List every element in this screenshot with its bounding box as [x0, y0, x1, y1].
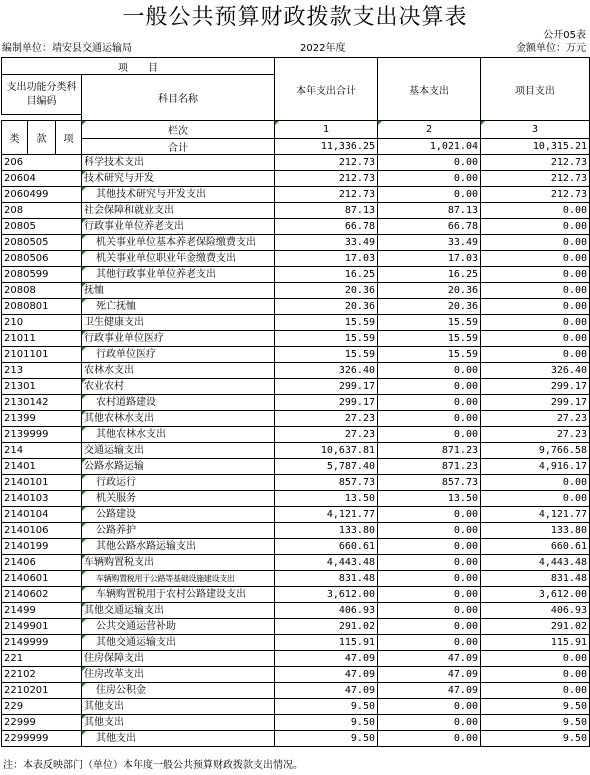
row-total: 47.09: [275, 683, 378, 699]
row-basic: 0.00: [378, 699, 481, 715]
row-name: 其他支出: [82, 731, 275, 747]
row-basic: 47.09: [378, 683, 481, 699]
row-project: 212.73: [481, 171, 590, 187]
row-project: 27.23: [481, 411, 590, 427]
row-code: 229: [2, 699, 82, 715]
row-name: 行政单位医疗: [82, 347, 275, 363]
row-basic: 0.00: [378, 155, 481, 171]
row-total: 299.17: [275, 395, 378, 411]
table-row: [2, 683, 590, 699]
row-project: 9.50: [481, 715, 590, 731]
row-total: 831.48: [275, 571, 378, 587]
row-basic: 0.00: [378, 187, 481, 203]
row-total: 47.09: [275, 651, 378, 667]
row-total: 9.50: [275, 699, 378, 715]
row-code: 2140199: [2, 539, 82, 555]
row-project: 212.73: [481, 187, 590, 203]
table-row: [2, 539, 590, 555]
row-project: 27.23: [481, 427, 590, 443]
row-total: 33.49: [275, 235, 378, 251]
row-name: 机关事业单位职业年金缴费支出: [82, 251, 275, 267]
row-code: 2101101: [2, 347, 82, 363]
table-row: [2, 507, 590, 523]
row-code: 2080801: [2, 299, 82, 315]
row-basic: 0.00: [378, 571, 481, 587]
row-name: 行政事业单位医疗: [82, 331, 275, 347]
row-total: 857.73: [275, 475, 378, 491]
header-subject-name: 科目名称: [82, 75, 275, 121]
table-row: [2, 699, 590, 715]
row-name: 机关服务: [82, 491, 275, 507]
row-total: 133.80: [275, 523, 378, 539]
row-total: 4,121.77: [275, 507, 378, 523]
row-name: 车辆购置税支出: [82, 555, 275, 571]
fiscal-year: 2022年度: [300, 43, 346, 54]
header-col2: 2: [378, 121, 481, 139]
row-name: 其他技术研究与开发支出: [82, 187, 275, 203]
row-total: 4,443.48: [275, 555, 378, 571]
table-row: [2, 443, 590, 459]
row-name: 其他公路水路运输支出: [82, 539, 275, 555]
row-total: 660.61: [275, 539, 378, 555]
row-name: 公共交通运营补助: [82, 619, 275, 635]
row-code: 2140601: [2, 571, 82, 587]
row-basic: 20.36: [378, 283, 481, 299]
row-total: 15.59: [275, 331, 378, 347]
row-basic: 66.78: [378, 219, 481, 235]
row-project: 9.50: [481, 699, 590, 715]
row-name: 行政运行: [82, 475, 275, 491]
table-row: [2, 731, 590, 747]
table-row: [2, 203, 590, 219]
row-total: 5,787.40: [275, 459, 378, 475]
row-code: 21011: [2, 331, 82, 347]
row-name: 住房改革支出: [82, 667, 275, 683]
meta-bar: [0, 42, 590, 56]
table-row: [2, 347, 590, 363]
table-row: [2, 715, 590, 731]
row-project: 0.00: [481, 283, 590, 299]
row-project: 4,916.17: [481, 459, 590, 475]
row-code: 2140103: [2, 491, 82, 507]
row-project: 4,443.48: [481, 555, 590, 571]
row-basic: 16.25: [378, 267, 481, 283]
row-basic: 15.59: [378, 315, 481, 331]
row-name: 机关事业单位基本养老保险缴费支出: [82, 235, 275, 251]
row-project: 9.50: [481, 731, 590, 747]
header-col3: 3: [481, 121, 590, 139]
row-total: 299.17: [275, 379, 378, 395]
heji-basic: 1,021.04: [378, 139, 481, 155]
row-code: 2140602: [2, 587, 82, 603]
row-total: 212.73: [275, 187, 378, 203]
row-name: 其他交通运输支出: [82, 603, 275, 619]
row-basic: 20.36: [378, 299, 481, 315]
row-project: 326.40: [481, 363, 590, 379]
row-basic: 0.00: [378, 619, 481, 635]
table-row: [2, 155, 590, 171]
row-total: 27.23: [275, 427, 378, 443]
row-code: 2080599: [2, 267, 82, 283]
row-project: 660.61: [481, 539, 590, 555]
row-name: 车辆购置税用于农村公路建设支出: [82, 587, 275, 603]
row-code: 21401: [2, 459, 82, 475]
row-total: 3,612.00: [275, 587, 378, 603]
row-code: 2140104: [2, 507, 82, 523]
row-basic: 47.09: [378, 667, 481, 683]
row-basic: 0.00: [378, 731, 481, 747]
row-project: 0.00: [481, 331, 590, 347]
heji-total: 11,336.25: [275, 139, 378, 155]
row-total: 15.59: [275, 347, 378, 363]
page-title: 一般公共预算财政拨款支出决算表: [122, 5, 468, 30]
row-total: 9.50: [275, 715, 378, 731]
row-code: 2080505: [2, 235, 82, 251]
table-row: [2, 363, 590, 379]
row-name: 公路养护: [82, 523, 275, 539]
row-total: 27.23: [275, 411, 378, 427]
row-code: 214: [2, 443, 82, 459]
row-project: 0.00: [481, 299, 590, 315]
row-name: 农村道路建设: [82, 395, 275, 411]
row-project: 0.00: [481, 683, 590, 699]
row-code: 2060499: [2, 187, 82, 203]
row-total: 326.40: [275, 363, 378, 379]
header-lanci: 栏次: [82, 121, 275, 139]
row-total: 66.78: [275, 219, 378, 235]
row-total: 20.36: [275, 283, 378, 299]
row-name: 农林水支出: [82, 363, 275, 379]
row-project: 115.91: [481, 635, 590, 651]
row-project: 291.02: [481, 619, 590, 635]
row-total: 212.73: [275, 155, 378, 171]
table-row: [2, 667, 590, 683]
row-project: 0.00: [481, 491, 590, 507]
row-total: 87.13: [275, 203, 378, 219]
table-row: [2, 651, 590, 667]
row-name: 技术研究与开发: [82, 171, 275, 187]
row-project: 212.73: [481, 155, 590, 171]
row-name: 农业农村: [82, 379, 275, 395]
form-number: 公开05表: [543, 30, 586, 41]
row-name: 车辆购置税用于公路等基础设施建设支出: [82, 571, 275, 587]
row-basic: 17.03: [378, 251, 481, 267]
table-row: [2, 603, 590, 619]
row-project: 299.17: [481, 379, 590, 395]
row-code: 22999: [2, 715, 82, 731]
header-col-basic: 基本支出: [378, 58, 481, 121]
row-basic: 0.00: [378, 379, 481, 395]
row-basic: 0.00: [378, 603, 481, 619]
table-row: [2, 283, 590, 299]
table-row: [2, 379, 590, 395]
row-name: 其他农林水支出: [82, 411, 275, 427]
row-code: 2140106: [2, 523, 82, 539]
row-name: 社会保障和就业支出: [82, 203, 275, 219]
table-row: [2, 587, 590, 603]
header-col-total: 本年支出合计: [275, 58, 378, 121]
table-row: [2, 267, 590, 283]
row-total: 13.50: [275, 491, 378, 507]
header-xiang: 项: [56, 121, 82, 155]
row-basic: 47.09: [378, 651, 481, 667]
row-project: 0.00: [481, 235, 590, 251]
row-basic: 15.59: [378, 347, 481, 363]
header-col-project: 项目支出: [481, 58, 590, 121]
row-project: 406.93: [481, 603, 590, 619]
table-row: [2, 475, 590, 491]
row-basic: 0.00: [378, 395, 481, 411]
row-basic: 0.00: [378, 411, 481, 427]
row-name: 其他行政事业单位养老支出: [82, 267, 275, 283]
row-basic: 13.50: [378, 491, 481, 507]
row-name: 行政事业单位养老支出: [82, 219, 275, 235]
table-row: [2, 635, 590, 651]
row-project: 0.00: [481, 651, 590, 667]
row-code: 2149901: [2, 619, 82, 635]
row-basic: 0.00: [378, 363, 481, 379]
row-name: 其他农林水支出: [82, 427, 275, 443]
expenditure-table: [1, 57, 590, 747]
table-row: [2, 315, 590, 331]
row-total: 15.59: [275, 315, 378, 331]
row-code: 208: [2, 203, 82, 219]
row-total: 10,637.81: [275, 443, 378, 459]
header-item: 项 目: [2, 58, 275, 75]
row-project: 0.00: [481, 475, 590, 491]
row-basic: 0.00: [378, 171, 481, 187]
row-project: 0.00: [481, 251, 590, 267]
row-total: 406.93: [275, 603, 378, 619]
row-total: 212.73: [275, 171, 378, 187]
row-code: 21399: [2, 411, 82, 427]
row-project: 299.17: [481, 395, 590, 411]
row-code: 2149999: [2, 635, 82, 651]
row-code: 210: [2, 315, 82, 331]
row-code: 206: [2, 155, 82, 171]
table-row: [2, 187, 590, 203]
row-total: 20.36: [275, 299, 378, 315]
compiling-unit: 编制单位：靖安县交通运输局: [2, 43, 132, 54]
table-row: [2, 571, 590, 587]
header-col1: 1: [275, 121, 378, 139]
row-project: 0.00: [481, 315, 590, 331]
table-row: [2, 395, 590, 411]
row-project: 133.80: [481, 523, 590, 539]
row-basic: 0.00: [378, 507, 481, 523]
row-basic: 871.23: [378, 459, 481, 475]
row-name: 公路水路运输: [82, 459, 275, 475]
row-code: 20604: [2, 171, 82, 187]
row-basic: 0.00: [378, 635, 481, 651]
row-basic: 871.23: [378, 443, 481, 459]
row-code: 21499: [2, 603, 82, 619]
row-name: 死亡抚恤: [82, 299, 275, 315]
row-basic: 15.59: [378, 331, 481, 347]
row-basic: 0.00: [378, 715, 481, 731]
row-project: 9,766.58: [481, 443, 590, 459]
table-body: [2, 155, 590, 747]
row-project: 0.00: [481, 267, 590, 283]
row-code: 2139999: [2, 427, 82, 443]
row-code: 221: [2, 651, 82, 667]
row-code: 213: [2, 363, 82, 379]
row-name: 交通运输支出: [82, 443, 275, 459]
row-name: 卫生健康支出: [82, 315, 275, 331]
row-basic: 0.00: [378, 427, 481, 443]
row-basic: 0.00: [378, 587, 481, 603]
row-code: 22102: [2, 667, 82, 683]
money-unit: 金额单位：万元: [516, 43, 586, 54]
row-project: 0.00: [481, 203, 590, 219]
row-code: 20805: [2, 219, 82, 235]
table-row: [2, 299, 590, 315]
table-row: [2, 523, 590, 539]
row-total: 17.03: [275, 251, 378, 267]
header-kuan: 款: [28, 121, 56, 155]
row-project: 831.48: [481, 571, 590, 587]
row-basic: 33.49: [378, 235, 481, 251]
row-project: 0.00: [481, 347, 590, 363]
row-project: 4,121.77: [481, 507, 590, 523]
row-name: 科学技术支出: [82, 155, 275, 171]
table-row: [2, 459, 590, 475]
row-name: 住房保障支出: [82, 651, 275, 667]
heji-project: 10,315.21: [481, 139, 590, 155]
header-lei: 类: [2, 121, 28, 155]
table-row: [2, 219, 590, 235]
header-func-code: 支出功能分类科目编码: [2, 75, 82, 115]
row-total: 9.50: [275, 731, 378, 747]
row-total: 47.09: [275, 667, 378, 683]
row-name: 公路建设: [82, 507, 275, 523]
row-total: 291.02: [275, 619, 378, 635]
row-name: 抚恤: [82, 283, 275, 299]
row-name: 住房公积金: [82, 683, 275, 699]
row-code: 21406: [2, 555, 82, 571]
row-basic: 0.00: [378, 539, 481, 555]
row-total: 16.25: [275, 267, 378, 283]
row-project: 0.00: [481, 219, 590, 235]
row-basic: 87.13: [378, 203, 481, 219]
row-name: 其他支出: [82, 699, 275, 715]
table-row: [2, 235, 590, 251]
row-code: 2299999: [2, 731, 82, 747]
table-row: [2, 555, 590, 571]
row-basic: 0.00: [378, 555, 481, 571]
row-code: 2080506: [2, 251, 82, 267]
row-code: 20808: [2, 283, 82, 299]
row-project: 0.00: [481, 667, 590, 683]
row-code: 21301: [2, 379, 82, 395]
table-row: [2, 491, 590, 507]
row-name: 其他交通运输支出: [82, 635, 275, 651]
table-row: [2, 427, 590, 443]
row-basic: 0.00: [378, 523, 481, 539]
table-row: [2, 411, 590, 427]
footnote: 注：本表反映部门（单位）本年度一般公共预算财政拨款支出情况。: [3, 760, 303, 771]
row-basic: 857.73: [378, 475, 481, 491]
row-total: 115.91: [275, 635, 378, 651]
table-row: [2, 251, 590, 267]
row-code: 2140101: [2, 475, 82, 491]
row-code: 2130142: [2, 395, 82, 411]
table-row: [2, 331, 590, 347]
table-row: [2, 171, 590, 187]
header-heji: 合计: [82, 139, 275, 155]
row-project: 3,612.00: [481, 587, 590, 603]
row-name: 其他支出: [82, 715, 275, 731]
row-code: 2210201: [2, 683, 82, 699]
table-row: [2, 619, 590, 635]
